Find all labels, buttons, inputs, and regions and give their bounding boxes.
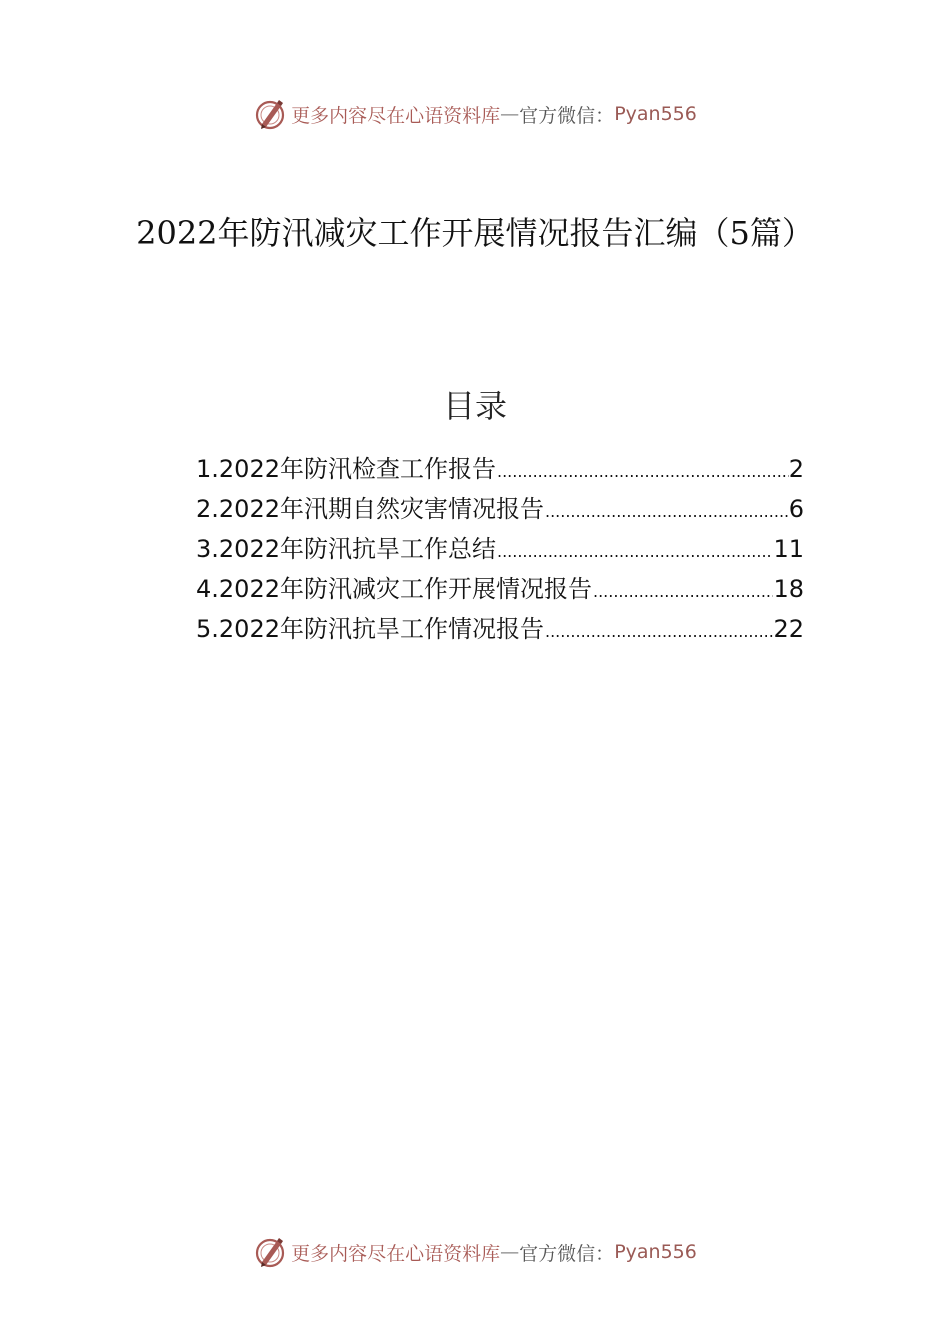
toc-item-label: 1.2022年防汛检查工作报告 xyxy=(196,455,496,483)
footer-watermark xyxy=(0,1230,950,1274)
watermark-dash: — xyxy=(500,103,520,125)
pen-circle-logo-icon xyxy=(253,97,287,131)
watermark-text: 更多内容尽在心语资料库 xyxy=(291,1242,501,1265)
toc-item-label: 4.2022年防汛减灾工作开展情况报告 xyxy=(196,575,592,603)
toc-item-page: 18 xyxy=(773,575,804,603)
toc-item-1[interactable] xyxy=(196,450,804,490)
toc-leader-dots xyxy=(592,573,773,610)
watermark-wechat-id: Pyan556 xyxy=(614,1241,697,1263)
toc-item-page: 2 xyxy=(788,455,804,483)
toc-item-page: 22 xyxy=(773,615,804,643)
table-of-contents xyxy=(196,450,804,650)
header-watermark xyxy=(0,92,950,136)
toc-item-3[interactable] xyxy=(196,530,804,570)
toc-leader-dots xyxy=(544,493,789,530)
watermark-text: 更多内容尽在心语资料库 xyxy=(291,104,501,127)
toc-leader-dots xyxy=(544,613,773,650)
pen-circle-logo-icon xyxy=(253,1235,287,1269)
toc-item-page: 11 xyxy=(773,535,804,563)
document-title: 2022年防汛减灾工作开展情况报告汇编（5篇） xyxy=(136,214,814,252)
toc-item-label: 5.2022年防汛抗旱工作情况报告 xyxy=(196,615,544,643)
toc-leader-dots xyxy=(496,533,773,570)
toc-leader-dots xyxy=(496,453,789,490)
toc-item-label: 3.2022年防汛抗旱工作总结 xyxy=(196,535,496,563)
watermark-label: 官方微信： xyxy=(519,104,615,127)
toc-item-page: 6 xyxy=(788,495,804,523)
toc-item-2[interactable] xyxy=(196,490,804,530)
toc-item-label: 2.2022年汛期自然灾害情况报告 xyxy=(196,495,544,523)
toc-heading: 目录 xyxy=(442,387,507,425)
watermark-label: 官方微信： xyxy=(519,1242,615,1265)
toc-item-4[interactable] xyxy=(196,570,804,610)
watermark-wechat-id: Pyan556 xyxy=(614,103,697,125)
toc-item-5[interactable] xyxy=(196,610,804,650)
watermark-dash: — xyxy=(500,1241,520,1263)
